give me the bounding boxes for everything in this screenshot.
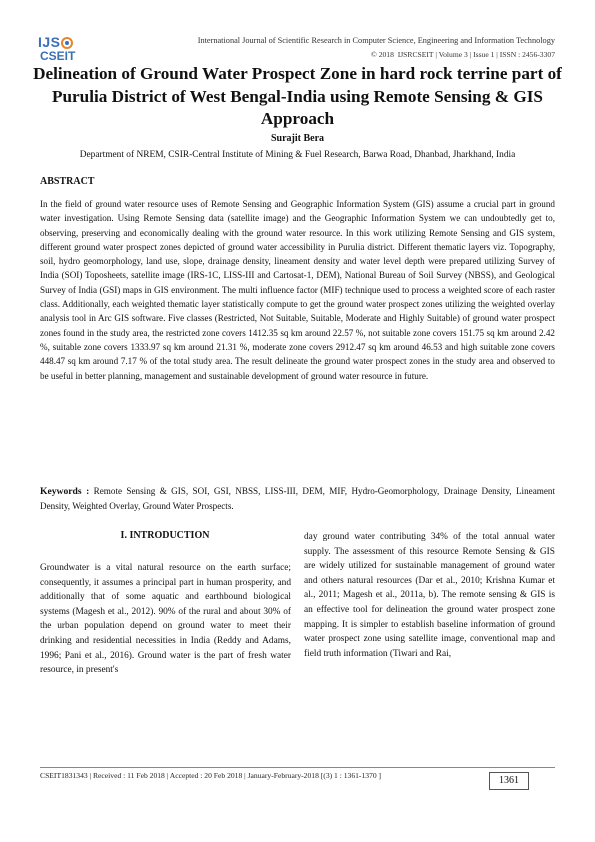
- abstract-body: In the field of ground water resource uses of Remote Sensing and Geographic Information System (GIS) assume a crucial part in ground water investigation. Using Remote Sensing data (satellite image) and the Geographic Information System we can undoubtedly get to, observing, preserving and economically dealing with the ground water resource. In this work utilizing Remote Sensing and GIS system, different ground water prospect zones depicted of ground water accessibility in Purulia district. Different thematic layers viz. Topography, soil, hydro geomorphology, land use, slope, drainage density, lineament density and water level depth were prepared utilizing Survey of India (SOI) Toposheets, satellite image (IRS-1C, LISS-III and Cartosat-1, DEM), National Bureau of Soil Survey (NBSS), and Geological Survey of India (GSI) maps in GIS environment. The multi influence factor (MIF) technique used to process a weighted score of each raster class. Additionally, each weighted thematic layer statistically compute to get the ground water prospect zones utilizing the weighted overlay analysis tool in Arc GIS software. Five classes (Restricted, Not Suitable, Suitable, Moderate and Highly Suitable) of ground water prospect zones found in the study area, the restricted zone covers 1412.35 sq km around 22.57 %, not suitable zone covers 151.75 sq km around 2.42 %, suitable zone covers 1333.97 sq km around 21.31 %, moderate zone covers 2912.47 sq km around 46.53 and high suitable zone covers 448.47 sq km around 7.17 % of the total study area. The result delineate the ground water prospect zones in the study area and observed to be useful in better planning, management and sustainable development of ground water resource in future.: [40, 199, 555, 381]
- paper-title: Delineation of Ground Water Prospect Zone in hard rock terrine part of Purulia District of West Bengal-India using Remote Sensing & GIS Approach: [33, 64, 562, 128]
- abstract-heading: ABSTRACT: [40, 176, 95, 187]
- logo-swirl-icon: [60, 36, 74, 50]
- section-heading: I. INTRODUCTION: [120, 530, 210, 541]
- keywords: [40, 484, 555, 514]
- page-number: 1361: [489, 772, 529, 790]
- intro-column-left: Groundwater is a vital natural resource on the earth surface; consequently, it assumes a principal part in human prosperity, and additionally that of some aquatic and earthbound biological systems (Magesh et al., 2012). 90% of the rural and about 30% of the urban population depend on ground water to meet their drinking and residential necessities in India (Reddy and Adams, 1996; Pani et al., 2016). Ground water is the part of fresh water resource, in present's: [40, 563, 291, 676]
- logo-text-top: IJS: [38, 34, 61, 50]
- author-name: Surajit Bera: [270, 133, 325, 144]
- keywords-label: Keywords :: [40, 486, 90, 497]
- journal-name: International Journal of Scientific Research in Computer Science, Engineering and Information Technology: [197, 36, 555, 45]
- logo-text-bottom: CSEIT: [40, 49, 76, 63]
- keywords-list: Remote Sensing & GIS, SOI, GSI, NBSS, LISS-III, DEM, MIF, Hydro-Geomorphology, Drainage Density, Lineament Density, Weighted Overlay, Ground Water Prospects.: [40, 486, 555, 512]
- footer-divider: [40, 767, 555, 768]
- intro-column-right: day ground water contributing 34% of the total annual water supply. The assessment of this resource Remote Sensing & GIS are widely utilized for sustainable management of ground water and others natural resources (Dar et al., 2010; Krishna Kumar et al., 2011; Magesh et al., 2011a, b). The remote sensing & GIS is an effective tool for delineation the ground water prospect zone mapping. It is simpler to establish baseline information of ground water prospect zone using satellite image, conventional map and field truth information (Tiwari and Rai,: [304, 532, 555, 659]
- journal-meta: © 2018 IJSRCSEIT | Volume 3 | Issue 1 | ISSN : 2456-3307: [371, 50, 555, 59]
- footer-citation: CSEIT1831343 | Received : 11 Feb 2018 | Accepted : 20 Feb 2018 | January-February-2018 [(3) 1 : 1361-1370 ]: [40, 771, 382, 780]
- author-affiliation: Department of NREM, CSIR-Central Institute of Mining & Fuel Research, Barwa Road, Dhanbad, Jharkhand, India: [79, 150, 516, 160]
